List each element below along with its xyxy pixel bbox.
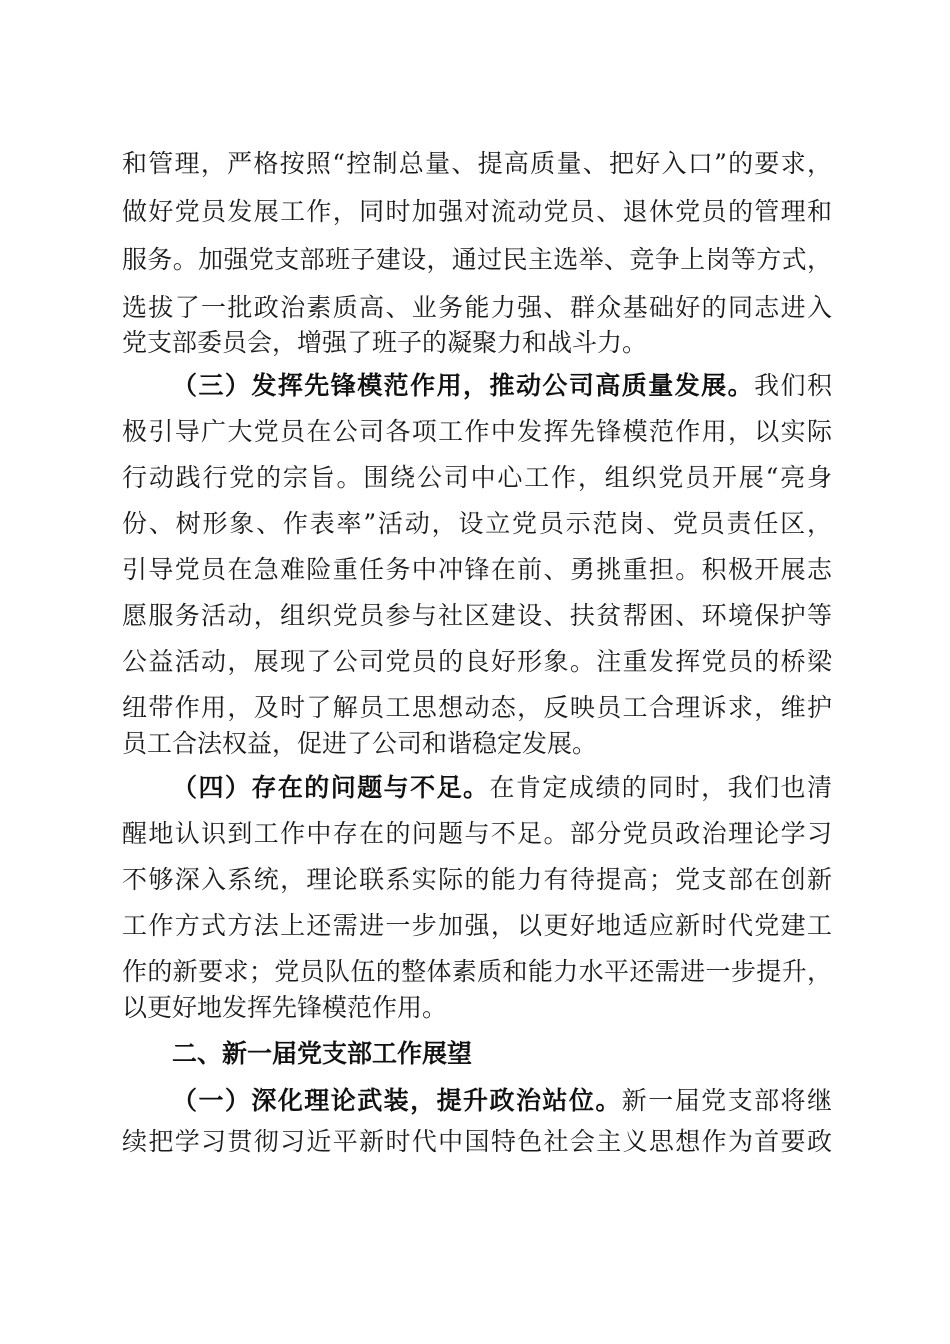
paragraph-line: 做好党员发展工作，同时加强对流动党员、退休党员的管理和 — [122, 197, 832, 226]
paragraph-line: 工作方式方法上还需进一步加强，以更好地适应新时代党建工 — [122, 911, 832, 940]
paragraph-line: 醒地认识到工作中存在的问题与不足。部分党员政治理论学习 — [122, 819, 832, 848]
chapter-heading: 二、新一届党支部工作展望 — [172, 1039, 473, 1068]
paragraph-line: 极引导广大党员在公司各项工作中发挥先锋模范作用，以实际 — [122, 417, 832, 446]
paragraph-line: 以更好地发挥先锋模范作用。 — [122, 993, 448, 1022]
paragraph-line: 公益活动，展现了公司党员的良好形象。注重发挥党员的桥梁 — [122, 647, 832, 676]
paragraph-line: 行动践行党的宗旨。围绕公司中心工作，组织党员开展“亮身 — [122, 463, 832, 492]
paragraph-line: 党支部委员会，增强了班子的凝聚力和战斗力。 — [122, 328, 648, 357]
outlook-1-title: （一）深化理论武装，提升政治站位。 — [172, 1086, 622, 1115]
outlook-1-first-tail: 新一届党支部将继 — [621, 1086, 832, 1115]
paragraph-line: 续把学习贯彻习近平新时代中国特色社会主义思想作为首要政 — [122, 1127, 832, 1156]
section-3-title: （三）发挥先锋模范作用，推动公司高质量发展。 — [172, 371, 755, 400]
section-4-first-line — [172, 766, 832, 810]
paragraph-line: 不够深入系统，理论联系实际的能力有待提高；党支部在创新 — [122, 865, 832, 894]
outlook-1-first-line — [172, 1079, 832, 1123]
paragraph-line: 和管理，严格按照“控制总量、提高质量、把好入口”的要求， — [122, 149, 832, 178]
paragraph-line: 服务。加强党支部班子建设，通过民主选举、竞争上岗等方式， — [122, 245, 832, 274]
paragraph-line: 作的新要求；党员队伍的整体素质和能力水平还需进一步提升， — [122, 957, 832, 986]
paragraph-line: 愿服务活动，组织党员参与社区建设、扶贫帮困、环境保护等 — [122, 601, 832, 630]
paragraph-line: 引导党员在急难险重任务中冲锋在前、勇挑重担。积极开展志 — [122, 555, 832, 584]
section-4-title: （四）存在的问题与不足。 — [172, 773, 490, 802]
paragraph-line: 纽带作用，及时了解员工思想动态，反映员工合理诉求，维护 — [122, 693, 832, 722]
paragraph-line: 选拔了一批政治素质高、业务能力强、群众基础好的同志进入 — [122, 293, 832, 322]
section-3-first-tail: 我们积 — [754, 371, 832, 400]
paragraph-line: 份、树形象、作表率”活动，设立党员示范岗、党员责任区， — [122, 509, 832, 538]
paragraph-line: 员工合法权益，促进了公司和谐稳定发展。 — [122, 729, 598, 758]
section-4-first-tail: 在肯定成绩的同时，我们也清 — [489, 773, 832, 802]
section-3-first-line — [172, 364, 832, 408]
